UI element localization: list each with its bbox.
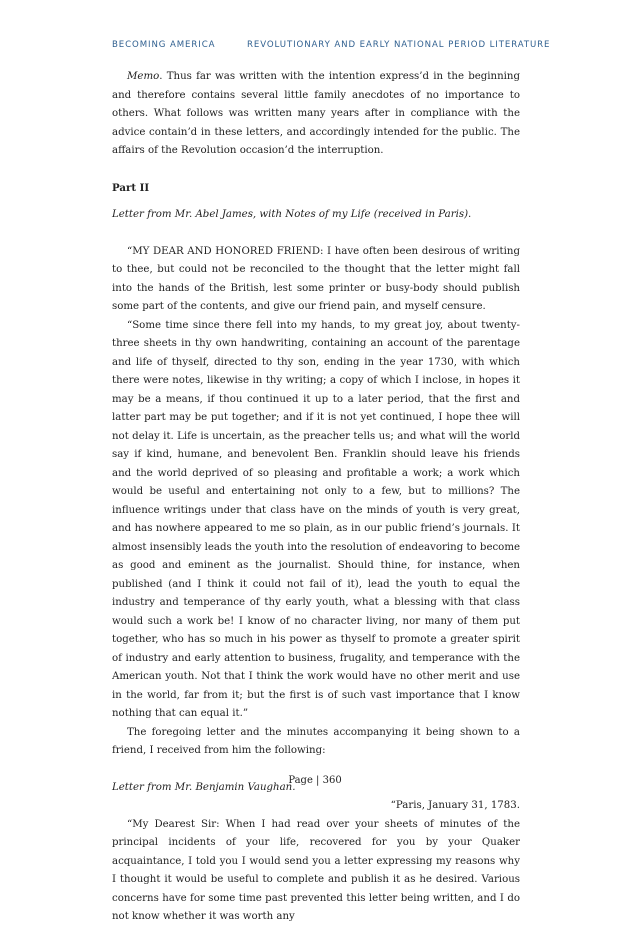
- letter-paragraph: “Some time since there fell into my hands, to my great joy, about twenty-three sheets in thy own handwriting, containing an account of the parentage and life of thyself, directed to thy son, ending in the year 1730, with which there were notes, likewise in thy writing; a copy of which I inclose, in hopes it may be a means, if thou continued it up to a later period, that the first and latter part may be put together; and if it is not yet continued, I hope thee will not delay it. Life is uncertain, as the preacher tells us; and what will the world say if kind, humane, and benevolent Ben. Franklin should leave his friends and the world deprived of so pleasing and profitable a work; a work which would be useful and entertaining not only to a few, but to millions? The influence writings under that class have on the minds of youth is very great, and has nowhere appeared to me so plain, as in our public friend’s journals. It almost insensibly leads the youth into the resolution of endeavoring to become as good and eminent as the journalist. Should thine, for instance, when published (and I think it could not fail of it), lead the youth to equal the industry and temperance of thy early youth, what a blessing with that class would such a work be! I know of no character living, nor many of them put together, who has so much in his power as thyself to promote a greater spirit of industry and early attention to business, frugality, and temperance with the American youth. Not that I think the work would have no other merit and use in the world, far from it; but the first is of such vast importance that I know nothing that can equal it.”: [112, 319, 521, 719]
- letter-paragraph: “MY DEAR AND HONORED FRIEND: I have often been desirous of writing to thee, but could not be reconciled to the thought that the letter might fall into the hands of the British, lest some printer or busy-body should publish some part of the contents, and give our friend pain, and myself censure.: [112, 245, 520, 312]
- header-section-title: REVOLUTIONARY AND EARLY NATIONAL PERIOD LITERATURE: [247, 40, 551, 50]
- letter-title-benjamin-vaughan: Letter from Mr. Benjamin Vaughan.: [112, 781, 296, 793]
- letter-title-abel-james: Letter from Mr. Abel James, with Notes of my Life (received in Paris).: [112, 209, 472, 220]
- letter-paragraph: “My Dearest Sir: When I had read over your sheets of minutes of the principal incidents of your life, recovered for you by your Quaker acquaintance, I told you I would send you a letter expressing my reasons why I thought it would be useful to complete and publish it as he desired. Various concerns have for some time past prevented this letter being written, and I do not know whether it was worth any: [112, 818, 520, 922]
- part-heading: Part II: [112, 181, 150, 194]
- memo-text: . Thus far was written with the intention express’d in the beginning and therefore contains several little family anecdotes of no importance to others. What follows was written many years after in compliance with the advice contain’d in these letters, and accordingly intended for the public. The affairs of the Revolution occasion’d the interruption.: [112, 71, 520, 156]
- memo-paragraph: [112, 68, 520, 161]
- transition-paragraph: The foregoing letter and the minutes accompanying it being shown to a friend, I received from him the following:: [112, 726, 520, 756]
- page-number: Page | 360: [288, 775, 342, 786]
- memo-lead: Memo: [127, 71, 160, 82]
- header-book-title: BECOMING AMERICA: [112, 40, 216, 50]
- body-text: [112, 68, 520, 927]
- letter-date: “Paris, January 31, 1783.: [390, 800, 520, 811]
